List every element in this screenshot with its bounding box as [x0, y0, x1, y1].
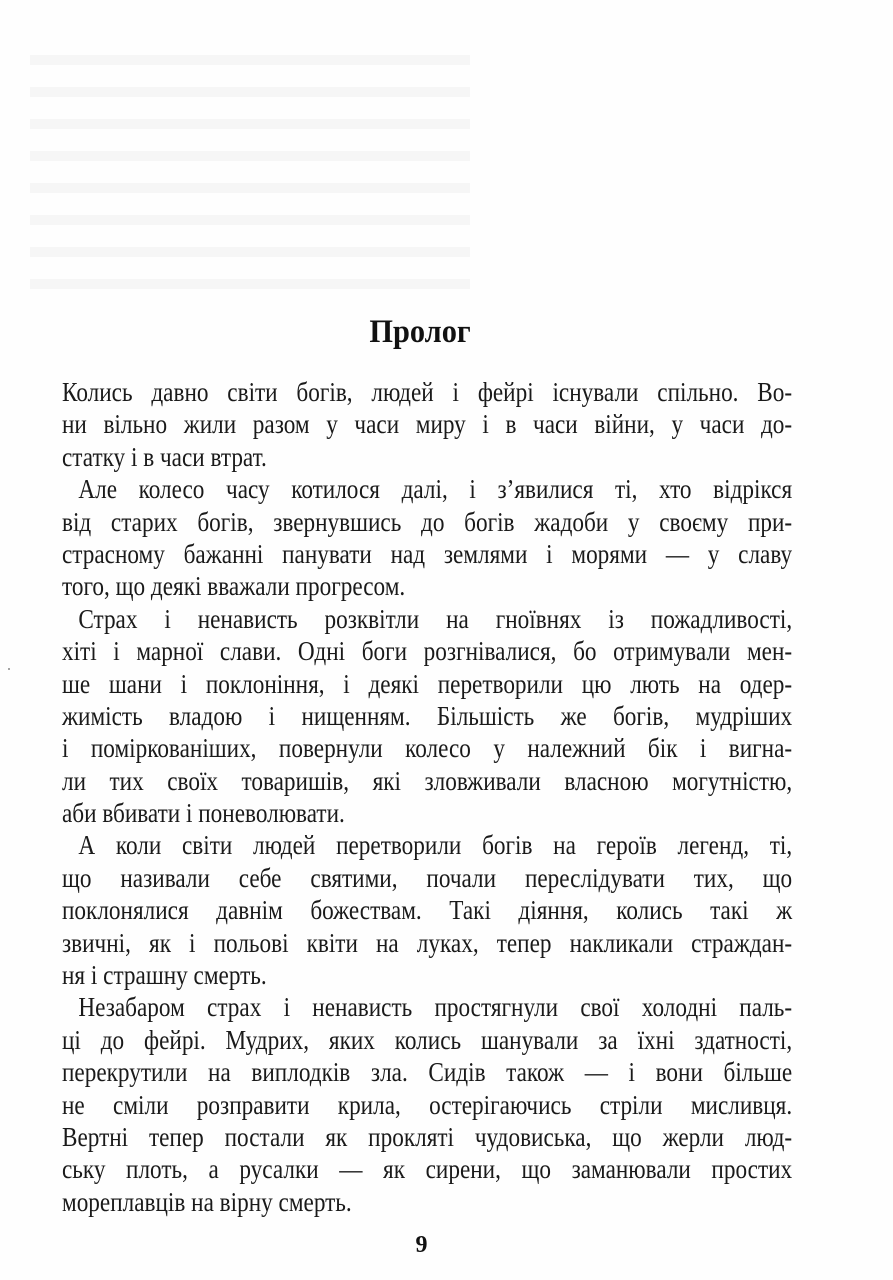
paragraph	[62, 603, 792, 830]
text-line: ше шани і поклоніння, і деякі перетворили цю лють на одер-	[62, 668, 793, 699]
chapter-body	[62, 376, 792, 1218]
reverse-side-bleed-through	[30, 55, 470, 305]
paragraph	[62, 376, 792, 473]
text-line: ни вільно жили разом у часи миру і в часи війни, у часи до-	[62, 409, 793, 440]
chapter-title-text: Пролог	[369, 314, 471, 350]
text-line: Незабаром страх і ненависть простягнули свої холодні паль-	[78, 992, 793, 1023]
text-line: страсному бажанні панувати над землями і морями — у славу	[62, 538, 793, 569]
text-line: поклонялися давнім божествам. Такі діяння, колись такі ж	[62, 895, 793, 926]
text-line: Колись давно світи богів, людей і фейрі існували спільно. Во-	[62, 377, 793, 407]
text-line: ли тих своїх товаришів, які зловживали власною могутністю,	[62, 765, 793, 796]
text-line: жимість владою і нищенням. Більшість же богів, мудріших	[62, 700, 793, 731]
text-line: звичні, як і польові квіти на луках, тепер накликали страждан-	[62, 927, 793, 958]
text-line: що називали себе святими, почали переслідувати тих, що	[62, 862, 793, 893]
text-line: А коли світи людей перетворили богів на героїв легенд, ті,	[78, 830, 793, 861]
text-line: аби вбивати і поневолювати.	[62, 798, 345, 829]
scan-speck	[8, 668, 10, 670]
text-line: хіті і марної слави. Одні боги розгнівалися, бо отримували мен-	[62, 636, 793, 667]
text-line: перекрутили на виплодків зла. Сидів також — і вони більше	[62, 1057, 793, 1088]
text-line: того, що деякі вважали прогресом.	[62, 571, 406, 602]
text-line: статку і в часи втрат.	[62, 441, 267, 472]
paragraph	[62, 473, 792, 603]
paragraph	[62, 829, 792, 991]
text-line: ня і страшну смерть.	[62, 960, 267, 991]
text-line: мореплавців на вірну смерть.	[62, 1186, 352, 1217]
chapter-title	[0, 310, 840, 354]
text-line: не сміли розправити крила, остерігаючись стріли мисливця.	[62, 1089, 793, 1120]
text-line: від старих богів, звернувшись до богів жадоби у своєму при-	[62, 506, 793, 537]
text-line: Страх і ненависть розквітли на гноївнях із пожадливості,	[78, 603, 793, 634]
text-line: Вертні тепер постали як прокляті чудовиська, що жерли люд-	[62, 1121, 793, 1152]
text-line: Але колесо часу котилося далі, і з’явилися ті, хто відрікся	[78, 474, 793, 505]
page-number: 9	[415, 1232, 428, 1258]
text-line: і поміркованіших, повернули колесо у належний бік і вигна-	[62, 733, 793, 764]
text-line: ці до фейрі. Мудрих, яких колись шанували за їхні здатності,	[62, 1024, 793, 1055]
text-line: ську плоть, а русалки — як сирени, що заманювали простих	[62, 1154, 793, 1185]
paragraph	[62, 991, 792, 1218]
